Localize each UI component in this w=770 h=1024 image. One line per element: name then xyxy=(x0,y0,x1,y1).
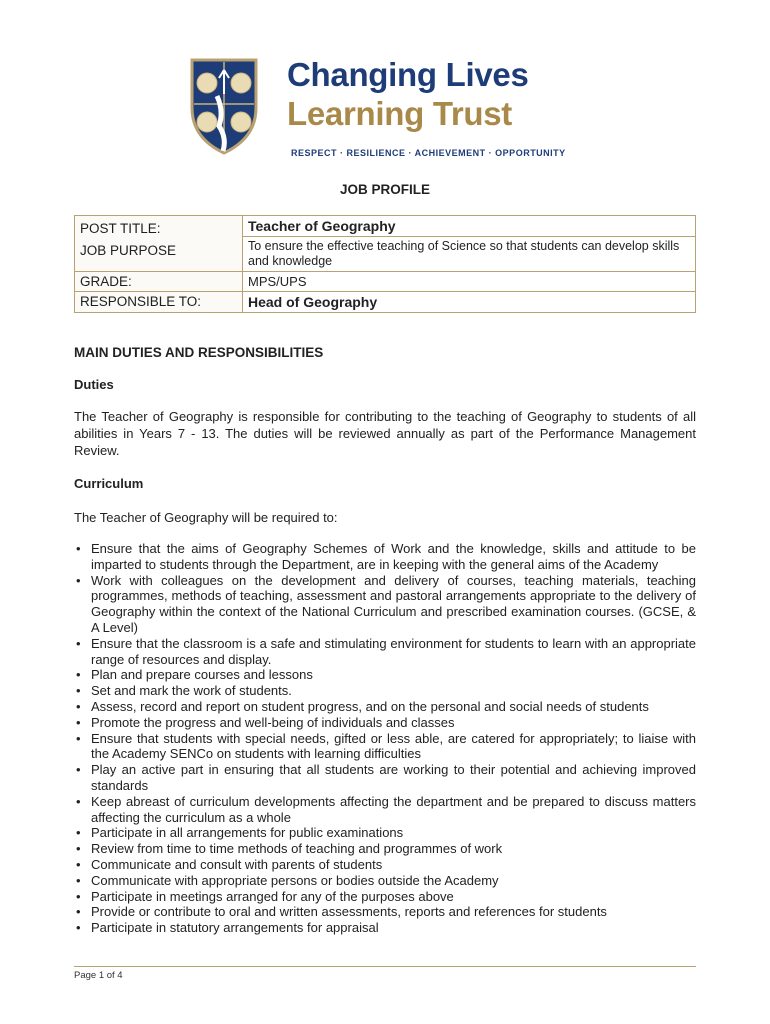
list-item: • Assess, record and report on student progress, and on the personal and social needs of students xyxy=(74,699,696,715)
crest-icon xyxy=(189,56,259,156)
list-item: • Participate in statutory arrangements for appraisal xyxy=(74,920,696,936)
table-row xyxy=(75,216,696,237)
trust-tagline: RESPECT · RESILIENCE · ACHIEVEMENT · OPPORTUNITY xyxy=(291,148,566,158)
job-purpose-value: To ensure the effective teaching of Science so that students can develop skills and knowledge xyxy=(243,237,696,272)
list-item: • Participate in meetings arranged for any of the purposes above xyxy=(74,889,696,905)
grade-value: MPS/UPS xyxy=(243,272,696,292)
list-item: • Ensure that the aims of Geography Schemes of Work and the knowledge, skills and attitude to be imparted to students through the Department, are in keeping with the general aims of the Academy xyxy=(74,541,696,573)
responsible-to-label: RESPONSIBLE TO: xyxy=(75,292,243,313)
duties-heading: Duties xyxy=(74,377,114,392)
trust-name-line2: Learning Trust xyxy=(287,95,512,132)
post-title-value: Teacher of Geography xyxy=(243,216,696,237)
page-number: Page 1 of 4 xyxy=(74,970,123,981)
grade-label: GRADE: xyxy=(75,272,243,292)
curriculum-heading: Curriculum xyxy=(74,476,144,491)
list-item: • Communicate and consult with parents of students xyxy=(74,857,696,873)
list-item: • Participate in all arrangements for public examinations xyxy=(74,825,696,841)
list-item: • Keep abreast of curriculum developments affecting the department and be prepared to discuss matters affecting the curriculum as a whole xyxy=(74,794,696,826)
post-title-label-cell xyxy=(75,216,243,272)
document-title: JOB PROFILE xyxy=(339,182,430,197)
post-title-label: POST TITLE: xyxy=(80,221,161,236)
table-row xyxy=(75,272,696,292)
duties-list xyxy=(74,541,696,936)
footer-divider xyxy=(74,966,696,967)
duties-paragraph: The Teacher of Geography is responsible for contributing to the teaching of Geography to students of all abilities in Years 7 - 13. The duties will be reviewed annually as part of the Performance Management Review. xyxy=(74,409,696,458)
job-purpose-label: JOB PURPOSE xyxy=(80,243,177,258)
trust-name-line1: Changing Lives xyxy=(287,56,529,93)
list-item: • Promote the progress and well-being of individuals and classes xyxy=(74,715,696,731)
curriculum-intro: The Teacher of Geography will be required to: xyxy=(74,510,338,525)
table-row xyxy=(75,292,696,313)
list-item: • Set and mark the work of students. xyxy=(74,683,696,699)
list-item: • Plan and prepare courses and lessons xyxy=(74,667,696,683)
trust-logo xyxy=(185,50,585,165)
list-item: • Review from time to time methods of teaching and programmes of work xyxy=(74,841,696,857)
job-profile-table xyxy=(74,215,696,313)
list-item: • Provide or contribute to oral and written assessments, reports and references for students xyxy=(74,904,696,920)
main-duties-heading: MAIN DUTIES AND RESPONSIBILITIES xyxy=(74,345,324,360)
list-item: • Ensure that the classroom is a safe and stimulating environment for students to learn with an appropriate range of resources and display. xyxy=(74,636,696,668)
list-item: • Ensure that students with special needs, gifted or less able, are catered for appropriately; to liaise with the Academy SENCo on students with learning difficulties xyxy=(74,731,696,763)
list-item: • Communicate with appropriate persons or bodies outside the Academy xyxy=(74,873,696,889)
list-item: • Play an active part in ensuring that all students are working to their potential and achieving improved standards xyxy=(74,762,696,794)
list-item: • Work with colleagues on the development and delivery of courses, teaching materials, teaching programmes, methods of teaching, assessment and pastoral arrangements appropriate to the delivery of Geography within the context of the National Curriculum and prescribed examination courses. (GCSE, & A Level) xyxy=(74,573,696,636)
responsible-to-value: Head of Geography xyxy=(243,292,696,313)
